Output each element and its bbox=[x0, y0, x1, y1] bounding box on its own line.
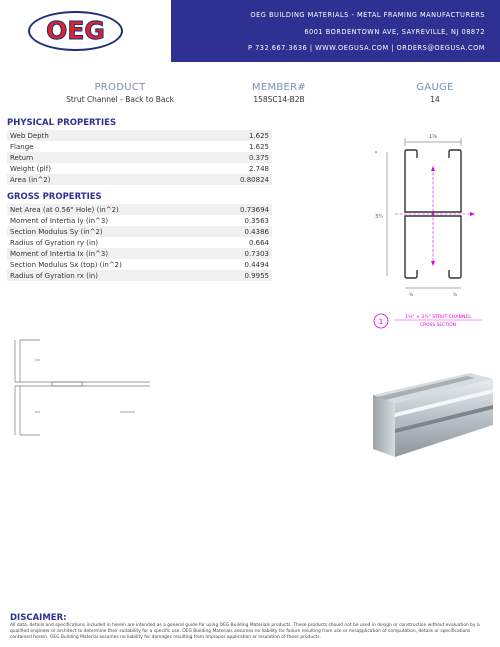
row-label: Section Modulus Sy (in^2) bbox=[10, 227, 103, 236]
row-value: 0.3563 bbox=[244, 216, 269, 225]
table-row bbox=[7, 204, 272, 215]
callout-title: 1⅝" × 3¼" STRUT CHANNEL bbox=[405, 315, 471, 320]
table-row bbox=[7, 130, 272, 141]
row-value: 0.4386 bbox=[244, 227, 269, 236]
product-value: Strut Channel - Back to Back bbox=[66, 95, 174, 104]
logo-text: OEG bbox=[46, 16, 105, 45]
table-row bbox=[7, 141, 272, 152]
row-label: Weight (plf) bbox=[10, 164, 51, 173]
callout-subtitle: CROSS SECTION bbox=[420, 323, 456, 328]
cross-section-callout bbox=[372, 310, 492, 332]
table-row bbox=[7, 259, 272, 270]
gross-properties-title: GROSS PROPERTIES bbox=[7, 192, 102, 202]
row-value: 0.375 bbox=[248, 153, 269, 162]
company-address: 6001 BORDENTOWN AVE, SAYREVILLE, NJ 08872 bbox=[304, 28, 485, 36]
table-row bbox=[7, 163, 272, 174]
row-value: 0.9955 bbox=[244, 271, 269, 280]
row-value: 1.625 bbox=[248, 142, 269, 151]
oeg-logo bbox=[28, 11, 123, 51]
table-row bbox=[7, 215, 272, 226]
strut-product-image bbox=[365, 365, 495, 460]
row-label: Net Area (at 0.56" Hole) (in^2) bbox=[10, 205, 119, 214]
gross-properties-table bbox=[7, 204, 272, 281]
company-contact: P 732.667.3636 | WWW.OEGUSA.COM | ORDERS@OEGUSA.COM bbox=[248, 44, 485, 52]
row-label: Moment of Intertia Iy (in^3) bbox=[10, 216, 109, 225]
row-value: 0.80824 bbox=[240, 175, 269, 184]
row-label: Area (in^2) bbox=[10, 175, 51, 184]
table-row bbox=[7, 226, 272, 237]
table-row bbox=[7, 248, 272, 259]
gauge-value: 14 bbox=[430, 95, 440, 104]
product-label: PRODUCT bbox=[94, 82, 146, 93]
row-value: 0.4494 bbox=[244, 260, 269, 269]
table-row bbox=[7, 270, 272, 281]
row-label: Web Depth bbox=[10, 131, 49, 140]
dim-bottom-label: ⅜ bbox=[408, 293, 414, 298]
physical-properties-table bbox=[7, 130, 272, 185]
callout-number: 1 bbox=[378, 318, 384, 326]
row-value: 2.748 bbox=[248, 164, 269, 173]
row-value: 0.7303 bbox=[244, 249, 269, 258]
row-label: Radius of Gyration rx (in) bbox=[10, 271, 98, 280]
disclaimer-text: All data, details and specifications included in herein are intended as a general guide for using OEG Building Materials products. These products should not be used in design or construction without evaluation by a qualified engineer or architect to determine their suitability for a specific use. OEG Building Materials assumes no liability for failure resulting from use or misapplication of computation, details or specifications contained herein. OEG Building Material assumes no liability for damages resulting from improper application or insulation of these products. bbox=[10, 623, 480, 640]
row-label: Flange bbox=[10, 142, 34, 151]
table-row bbox=[7, 174, 272, 185]
row-label: Section Modulus Sx (top) (in^2) bbox=[10, 260, 122, 269]
cross-section-drawing bbox=[365, 128, 490, 300]
row-value: 0.664 bbox=[248, 238, 269, 247]
member-label: MEMBER# bbox=[251, 82, 307, 93]
dim-bottom-label-2: ⅜ bbox=[452, 293, 458, 298]
row-label: Moment of Intertia Ix (in^3) bbox=[10, 249, 109, 258]
company-tagline: OEG BUILDING MATERIALS - METAL FRAMING MANUFACTURERS bbox=[250, 11, 485, 19]
elevation-drawing bbox=[10, 330, 160, 445]
row-value: 0.73694 bbox=[240, 205, 269, 214]
member-value: 158SC14-B2B bbox=[253, 95, 305, 104]
header-band bbox=[171, 0, 500, 62]
row-label: Radius of Gyration ry (in) bbox=[10, 238, 99, 247]
table-row bbox=[7, 237, 272, 248]
disclaimer-title: DISCAIMER: bbox=[10, 613, 67, 623]
physical-properties-title: PHYSICAL PROPERTIES bbox=[7, 118, 117, 128]
table-row bbox=[7, 152, 272, 163]
dim-top-label: 1⅝ bbox=[428, 134, 438, 140]
row-label: Return bbox=[10, 153, 34, 162]
row-value: 1.625 bbox=[248, 131, 269, 140]
dim-side-label: 3¼ bbox=[374, 214, 384, 220]
gauge-label: GAUGE bbox=[416, 82, 454, 93]
logo-area bbox=[0, 0, 171, 62]
